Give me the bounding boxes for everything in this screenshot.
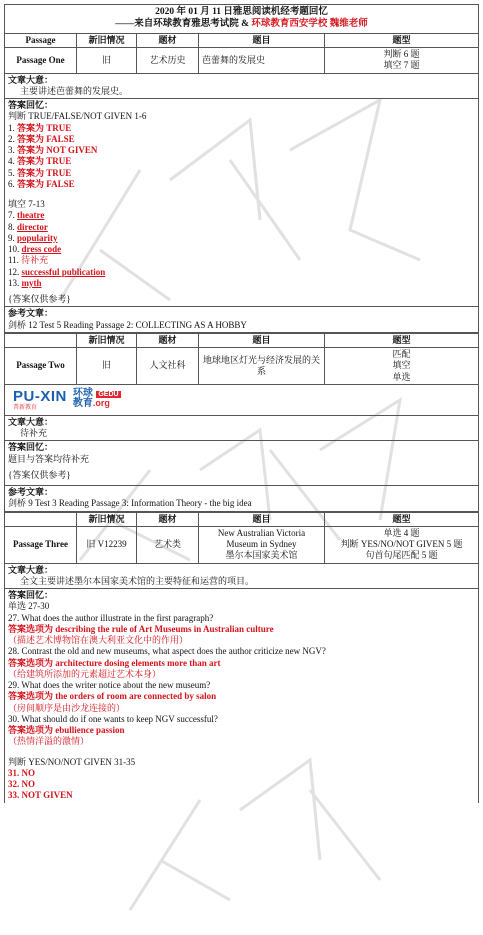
mc-question: 28. Contrast the old and new museums, what aspect does the author criticize new NGV?: [8, 646, 326, 657]
passage-one-types: [325, 48, 479, 74]
passage-three-label: Passage Three: [5, 526, 77, 563]
answer-number: 7.: [8, 210, 17, 221]
gedu-org: .org: [92, 398, 110, 409]
answer-value: 答案为 NOT GIVEN: [17, 145, 98, 155]
tfng-answer-row: [8, 134, 475, 145]
type-item: 匹配: [392, 349, 411, 359]
mc-answer-translation: （给建筑所添加的元素超过艺术本身）: [8, 668, 162, 679]
answer-note: {答案仅供参考}: [8, 294, 71, 304]
mc-list: [8, 613, 475, 748]
passage-two-summary: [4, 415, 479, 442]
answer-value: director: [17, 221, 48, 232]
col-question: 题目: [199, 512, 325, 526]
passage-one-reference: [4, 307, 479, 333]
subtitle-source: ——来自环球教育雅思考试院 &: [115, 18, 252, 29]
answer-number: 10.: [8, 244, 22, 254]
reference-label: 参考文章：: [8, 308, 54, 319]
mc-question: 30. What should do if one wants to keep NGV successful?: [8, 713, 218, 724]
answers-label: 答案回忆：: [8, 100, 54, 110]
answers-label: 答案回忆：: [8, 442, 54, 453]
col-blank: [5, 512, 77, 526]
passage-three-question: [199, 526, 325, 563]
answer-number: 6.: [8, 178, 17, 189]
passage-two-topic: 人文社科: [137, 348, 199, 385]
question-line: Museum in Sydney: [226, 539, 297, 549]
passage-three-topic: 艺术类: [137, 526, 199, 563]
fill-answer-row: [8, 210, 475, 221]
document-title-cell: [5, 5, 479, 34]
answer-value: dress code: [21, 244, 62, 254]
fill-answer-row: [8, 267, 475, 278]
answer-value: theatre: [17, 210, 45, 221]
passage-one-answers: [4, 99, 479, 307]
answer-number: 33.: [8, 790, 22, 801]
col-topic: 题材: [137, 333, 199, 347]
reference-label: 参考文章：: [8, 487, 54, 497]
answer-value: 答案为 TRUE: [17, 167, 72, 178]
col-type: 题型: [325, 333, 479, 347]
passage-one-question: 芭蕾舞的发展史: [199, 48, 325, 74]
answer-number: 3.: [8, 145, 17, 155]
passage-three-types: [325, 526, 479, 563]
logo-row: [4, 385, 479, 415]
type-item: 判断 6 题: [383, 49, 420, 59]
col-status: 新旧情况: [77, 333, 137, 347]
col-topic: 题材: [137, 33, 199, 47]
type-item: 填空: [392, 360, 411, 371]
fill-answer-row: [8, 233, 475, 244]
passage-three-summary: [4, 564, 479, 590]
fill-answer-row: [8, 222, 475, 233]
passage-two-label: Passage Two: [5, 348, 77, 385]
answer-value: 答案为 TRUE: [17, 122, 72, 133]
mc-answer: 答案选项为 ebullience passion: [8, 725, 125, 735]
answer-number: 9.: [8, 232, 17, 243]
gedu-badge: GEDU: [98, 390, 119, 398]
answer-value: successful publication: [21, 266, 106, 277]
fill-heading: 填空 7-13: [8, 199, 45, 209]
answer-number: 8.: [8, 221, 17, 232]
fill-answer-row: [8, 255, 475, 266]
answer-number: 13.: [8, 277, 22, 288]
col-passage: Passage: [5, 33, 77, 47]
fill-answer-row: [8, 244, 475, 255]
mc-question: 29. What does the writer notice about the new museum?: [8, 680, 211, 690]
passage-two-types: [325, 348, 479, 385]
type-item: 判断 YES/NO/NOT GIVEN 5 题: [340, 539, 463, 549]
fill-list: [8, 210, 475, 289]
answer-value: popularity: [17, 232, 58, 243]
question-line: New Australian Victoria: [217, 527, 306, 538]
tfng-list: [8, 123, 475, 191]
yng-answer-row: [8, 779, 475, 790]
tfng-answer-row: [8, 123, 475, 134]
mc-answer-translation: （房间顺序是由沙龙连接的）: [8, 702, 126, 713]
document-subtitle: [8, 19, 475, 31]
answer-note: {答案仅供参考}: [8, 469, 71, 480]
subtitle-teacher: 环球教育西安学校 魏维老师: [251, 18, 368, 29]
answer-value: 答案为 FALSE: [17, 178, 75, 189]
col-question: 题目: [199, 33, 325, 47]
answer-value: 待补充: [21, 255, 49, 266]
type-item: 填空 7 题: [383, 60, 420, 71]
answer-number: 1.: [8, 122, 17, 133]
exam-recall-document: [4, 4, 479, 803]
tfng-answer-row: [8, 156, 475, 167]
col-topic: 题材: [137, 512, 199, 526]
type-item: 句首句尾匹配 5 题: [365, 550, 438, 561]
mc-heading: 单选 27-30: [8, 601, 50, 612]
tfng-answer-row: [8, 168, 475, 179]
gedu-cn-1: 环球: [72, 387, 93, 399]
col-type: 题型: [325, 512, 479, 526]
col-type: 题型: [325, 33, 479, 47]
col-status: 新旧情况: [77, 512, 137, 526]
passage-two-status: 旧: [77, 348, 137, 385]
tfng-answer-row: [8, 145, 475, 156]
passage-three-status: 旧 V12239: [77, 526, 137, 563]
mc-answer-translation: （热情洋溢的激情）: [8, 736, 90, 747]
answer-value: 答案为 TRUE: [17, 156, 72, 167]
gedu-cn-2: 教育: [72, 398, 93, 410]
mc-answer-translation: （描述艺术博物馆在澳大利亚文化中的作用）: [8, 635, 189, 645]
yng-answer-row: [8, 768, 475, 779]
yng-answer-row: [8, 790, 475, 801]
yng-heading: 判断 YES/NO/NOT GIVEN 31-35: [8, 756, 136, 767]
reference-text: 剑桥 9 Test 3 Reading Passage 3: Information Theory - the big idea: [8, 498, 252, 509]
passage-two-table: [4, 333, 479, 385]
type-item: 单选: [392, 371, 411, 382]
answer-value: 答案为 FALSE: [17, 133, 75, 144]
mc-question: 27. What does the author illustrate in the first paragraph?: [8, 612, 214, 623]
gedu-logo: [73, 389, 121, 410]
puxin-logo: [13, 388, 67, 411]
answer-value: myth: [21, 277, 42, 288]
answers-label: 答案回忆：: [8, 590, 54, 600]
yng-list: [8, 768, 475, 802]
answer-value: NO: [21, 767, 35, 778]
passage-one-status: 旧: [77, 48, 137, 74]
summary-text: 全文主要讲述墨尔本国家美术馆的主要特征和运营的项目。: [20, 575, 255, 586]
summary-label: 文章大意：: [8, 564, 54, 575]
answers-text: 题目与答案均待补充: [8, 453, 90, 464]
answer-number: 12.: [8, 266, 22, 277]
tfng-heading: 判断 TRUE/FALSE/NOT GIVEN 1-6: [8, 111, 147, 122]
tfng-answer-row: [8, 179, 475, 190]
answer-number: 5.: [8, 167, 17, 178]
mc-answer: 答案选项为 the orders of room are connected by salon: [8, 691, 217, 702]
col-blank: [5, 333, 77, 347]
summary-text: 待补充: [20, 428, 48, 438]
answer-number: 4.: [8, 156, 17, 167]
col-status: 新旧情况: [77, 33, 137, 47]
answer-value: NO: [21, 779, 35, 789]
answer-number: 11.: [8, 255, 22, 266]
fill-answer-row: [8, 278, 475, 289]
answer-number: 31.: [8, 767, 22, 778]
passage-one-topic: 艺术历史: [137, 48, 199, 74]
passage-one-label: Passage One: [5, 48, 77, 74]
answer-number: 32.: [8, 779, 22, 789]
reference-text: 剑桥 12 Test 5 Reading Passage 2: COLLECTING AS A HOBBY: [8, 319, 247, 330]
passage-two-question: 地球地区灯光与经济发展的关系: [199, 348, 325, 385]
summary-label: 文章大意：: [8, 416, 54, 427]
mc-answer: 答案选项为 architecture dosing elements more than art: [8, 657, 221, 668]
passage-two-answers: [4, 441, 479, 486]
mc-answer: 答案选项为 describing the rule of Art Museums in Australian culture: [8, 623, 274, 634]
puxin-sub: 普新教育: [13, 403, 38, 411]
passage-three-answers: [4, 589, 479, 803]
question-line: 墨尔本国家美术馆: [225, 550, 298, 561]
passage-one-table: [4, 4, 479, 74]
document-title: 2020 年 01 月 11 日雅思阅读机经考题回忆: [155, 7, 328, 17]
summary-label: 文章大意：: [8, 74, 54, 85]
type-item: 单选 4 题: [383, 527, 420, 538]
brand-logo: [13, 388, 121, 411]
passage-three-table: [4, 512, 479, 564]
passage-two-reference: [4, 486, 479, 512]
answer-number: 2.: [8, 133, 17, 144]
summary-text: 主要讲述芭蕾舞的发展史。: [20, 85, 129, 96]
answer-value: NOT GIVEN: [21, 790, 73, 801]
puxin-brand: PU-XIN: [13, 387, 67, 405]
passage-one-summary: [4, 74, 479, 100]
col-question: 题目: [199, 333, 325, 347]
